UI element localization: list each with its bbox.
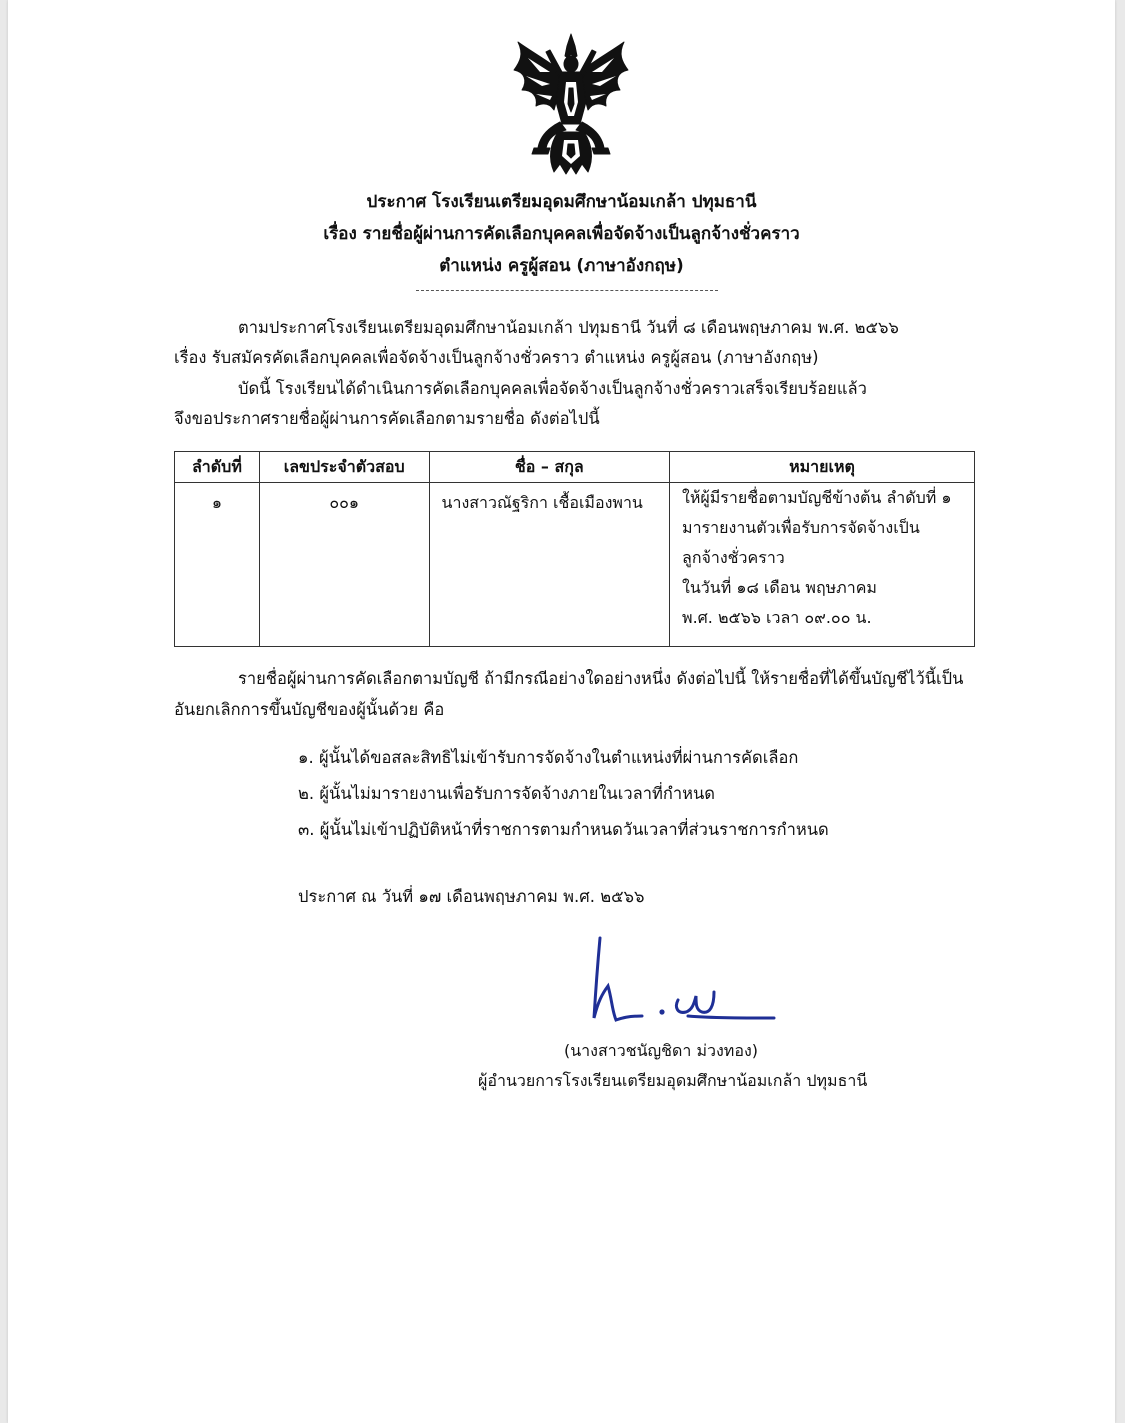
document-page [8, 0, 1115, 1423]
column-header-exam-id: เลขประจำตัวสอบ [259, 452, 429, 483]
remark-line: พ.ศ. ๒๕๖๖ เวลา ๐๙.๐๐ น. [682, 608, 872, 627]
signatory-name: (นางสาวชนัญชิดา ม่วงทอง) [564, 1041, 759, 1060]
signatory-position: ผู้อำนวยการโรงเรียนเตรียมอุดมศึกษาน้อมเกล้า ปทุมธานี [478, 1071, 868, 1090]
cell-exam-id: ๐๐๑ [259, 483, 429, 647]
condition-item: ๓. ผู้นั้นไม่เข้าปฏิบัติหน้าที่ราชการตามกำหนดวันเวลาที่ส่วนราชการกำหนด [298, 820, 829, 839]
paragraph-1-line-1: ตามประกาศโรงเรียนเตรียมอุดมศึกษาน้อมเกล้า ปทุมธานี วันที่ ๘ เดือนพฤษภาคม พ.ศ. ๒๕๖๖ [238, 318, 899, 337]
paragraph-2-line-1: บัดนี้ โรงเรียนได้ดำเนินการคัดเลือกบุคคลเพื่อจัดจ้างเป็นลูกจ้างชั่วคราวเสร็จเรียบร้อยแล้ว [238, 379, 867, 398]
title-divider [416, 290, 718, 291]
condition-item: ๑. ผู้นั้นได้ขอสละสิทธิไม่เข้ารับการจัดจ้างในตำแหน่งที่ผ่านการคัดเลือก [298, 748, 799, 767]
garuda-emblem [510, 32, 632, 178]
conditions-intro-line-1: รายชื่อผู้ผ่านการคัดเลือกตามบัญชี ถ้ามีกรณีอย่างใดอย่างหนึ่ง ดังต่อไปนี้ ให้รายชื่อที่ได้ขึ้นบัญชีไว้นี้เป็น [238, 669, 964, 688]
column-header-remark: หมายเหตุ [670, 452, 975, 483]
announcement-subject: เรื่อง รายชื่อผู้ผ่านการคัดเลือกบุคคลเพื่อจัดจ้างเป็นลูกจ้างชั่วคราว [323, 224, 800, 244]
paragraph-2-line-2: จึงขอประกาศรายชื่อผู้ผ่านการคัดเลือกตามรายชื่อ ดังต่อไปนี้ [174, 409, 600, 428]
column-header-name: ชื่อ – สกุล [429, 452, 669, 483]
column-header-order: ลำดับที่ [175, 452, 260, 483]
remark-line: ให้ผู้มีรายชื่อตามบัญชีข้างต้น ลำดับที่ ๑ [682, 488, 952, 507]
table-row [175, 483, 975, 647]
paragraph-1-line-2: เรื่อง รับสมัครคัดเลือกบุคคลเพื่อจัดจ้างเป็นลูกจ้างชั่วคราว ตำแหน่ง ครูผู้สอน (ภาษาอังกฤษ) [174, 348, 819, 367]
announcement-position: ตำแหน่ง ครูผู้สอน (ภาษาอังกฤษ) [439, 256, 684, 276]
announcement-date: ประกาศ ณ วันที่ ๑๗ เดือนพฤษภาคม พ.ศ. ๒๕๖๖ [298, 887, 645, 906]
remark-line: ลูกจ้างชั่วคราว [682, 548, 785, 567]
condition-item: ๒. ผู้นั้นไม่มารายงานเพื่อรับการจัดจ้างภายในเวลาที่กำหนด [298, 784, 715, 803]
signature [582, 930, 778, 1030]
cell-name: นางสาวณัฐริกา เชื้อเมืองพาน [429, 483, 669, 647]
announcement-title: ประกาศ โรงเรียนเตรียมอุดมศึกษาน้อมเกล้า ปทุมธานี [366, 192, 757, 212]
cell-order: ๑ [175, 483, 260, 647]
table-header-row [175, 452, 975, 483]
conditions-intro-line-2: อันยกเลิกการขึ้นบัญชีของผู้นั้นด้วย คือ [174, 700, 445, 719]
remark-line: ในวันที่ ๑๘ เดือน พฤษภาคม [682, 578, 877, 597]
cell-remark [670, 483, 975, 647]
remark-line: มารายงานตัวเพื่อรับการจัดจ้างเป็น [682, 518, 920, 537]
results-table [174, 451, 975, 647]
